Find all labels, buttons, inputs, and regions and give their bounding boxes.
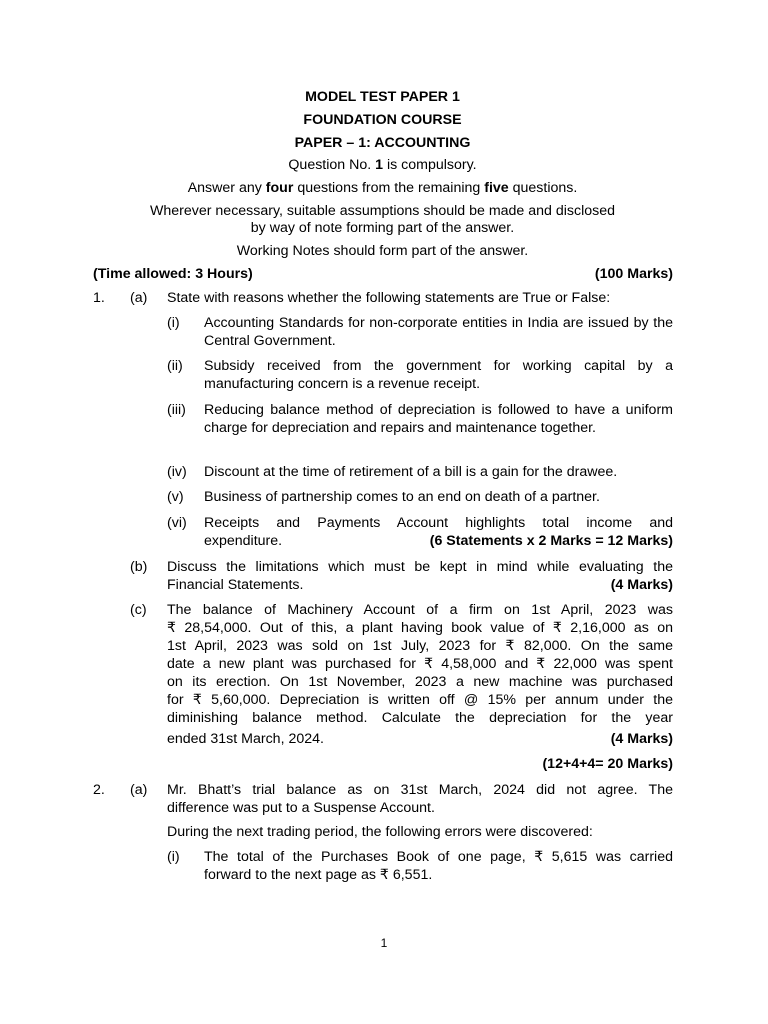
statements-marks: (6 Statements x 2 Marks = 12 Marks) — [429, 533, 673, 549]
question-1c-line: on its erection. On 1st November, 2023 a new machine was purchased — [167, 674, 673, 690]
page-number: 1 — [380, 936, 388, 950]
statement-text: Business of partnership comes to an end on death of a partner. — [204, 489, 600, 505]
statement-label: (iii) — [167, 402, 186, 418]
instruction-assumptions-line1: Wherever necessary, suitable assumptions should be made and disclosed — [149, 203, 616, 219]
statement-label: (iv) — [167, 464, 187, 480]
question-1-total-marks: (12+4+4= 20 Marks) — [542, 756, 673, 772]
question-2a-errors-intro: During the next trading period, the following errors were discovered: — [167, 824, 593, 840]
statement-text: Subsidy received from the government for working capital by a manufacturing concern is a revenue receipt. — [204, 358, 673, 392]
question-1c-label: (c) — [130, 602, 147, 618]
statement-label: (ii) — [167, 358, 183, 374]
error-text: forward to the next page as ₹ 6,551. — [204, 867, 433, 883]
question-1b-text: Discuss the limitations which must be kept in mind while evaluating the — [167, 559, 673, 575]
question-1a-label: (a) — [130, 290, 148, 306]
question-1c-line: ₹ 28,54,000. Out of this, a plant having book value of ₹ 2,16,000 as on — [167, 620, 673, 636]
statement-text: Reducing balance method of depreciation is followed to have a uniform charge for depreciation and repairs and maintenance together. — [204, 402, 673, 436]
statement-text: expenditure. — [204, 533, 283, 549]
statement-label: (v) — [167, 489, 184, 505]
error-label: (i) — [167, 849, 180, 865]
instruction-assumptions-line2: by way of note forming part of the answer. — [250, 220, 515, 236]
question-1c-last-line: ended 31st March, 2024. — [167, 731, 324, 747]
statement-text: Accounting Standards for non-corporate entities in India are issued by the Central Government. — [204, 315, 673, 349]
question-1c-line: The balance of Machinery Account of a firm on 1st April, 2023 was — [167, 602, 673, 618]
time-allowed: (Time allowed: 3 Hours) — [93, 266, 253, 282]
instruction-working-notes: Working Notes should form part of the answer. — [236, 243, 529, 259]
question-1-number: 1. — [93, 290, 105, 306]
subject-title: PAPER – 1: ACCOUNTING — [294, 135, 471, 151]
error-text: The total of the Purchases Book of one page, ₹ 5,615 was carried — [204, 849, 673, 865]
question-2-number: 2. — [93, 782, 105, 798]
statement-label: (vi) — [167, 515, 187, 531]
course-title: FOUNDATION COURSE — [303, 112, 462, 128]
question-2a-label: (a) — [130, 782, 148, 798]
question-1b-label: (b) — [130, 559, 148, 575]
question-2a-text: difference was put to a Suspense Account. — [167, 800, 435, 816]
question-1a-text: State with reasons whether the following statements are True or False: — [167, 290, 611, 306]
instruction-compulsory: Question No. 1 is compulsory. — [288, 157, 477, 173]
question-1c-line: date a new plant was purchased for ₹ 4,58,000 and ₹ 22,000 was spent — [167, 656, 673, 672]
paper-title: MODEL TEST PAPER 1 — [305, 89, 460, 105]
question-1c-line: for ₹ 5,60,000. Depreciation is written off @ 15% per annum under the — [167, 692, 673, 708]
question-1b-marks: (4 Marks) — [610, 577, 673, 593]
question-1c-text — [167, 601, 673, 727]
question-2a-text: Mr. Bhatt’s trial balance as on 31st March, 2024 did not agree. The — [167, 782, 673, 798]
instruction-answer-any: Answer any four questions from the remaining five questions. — [187, 180, 578, 196]
total-marks: (100 Marks) — [594, 266, 673, 282]
statement-text: Receipts and Payments Account highlights total income and — [204, 515, 673, 531]
question-1b-text: Financial Statements. — [167, 577, 304, 593]
statement-text: Discount at the time of retirement of a bill is a gain for the drawee. — [204, 464, 618, 480]
statement-label: (i) — [167, 315, 180, 331]
question-1c-marks: (4 Marks) — [610, 731, 673, 747]
question-1c-line: diminishing balance method. Calculate the depreciation for the year — [167, 710, 673, 726]
question-1c-line: 1st April, 2023 was sold on 1st July, 2023 for ₹ 82,000. On the same — [167, 638, 673, 654]
